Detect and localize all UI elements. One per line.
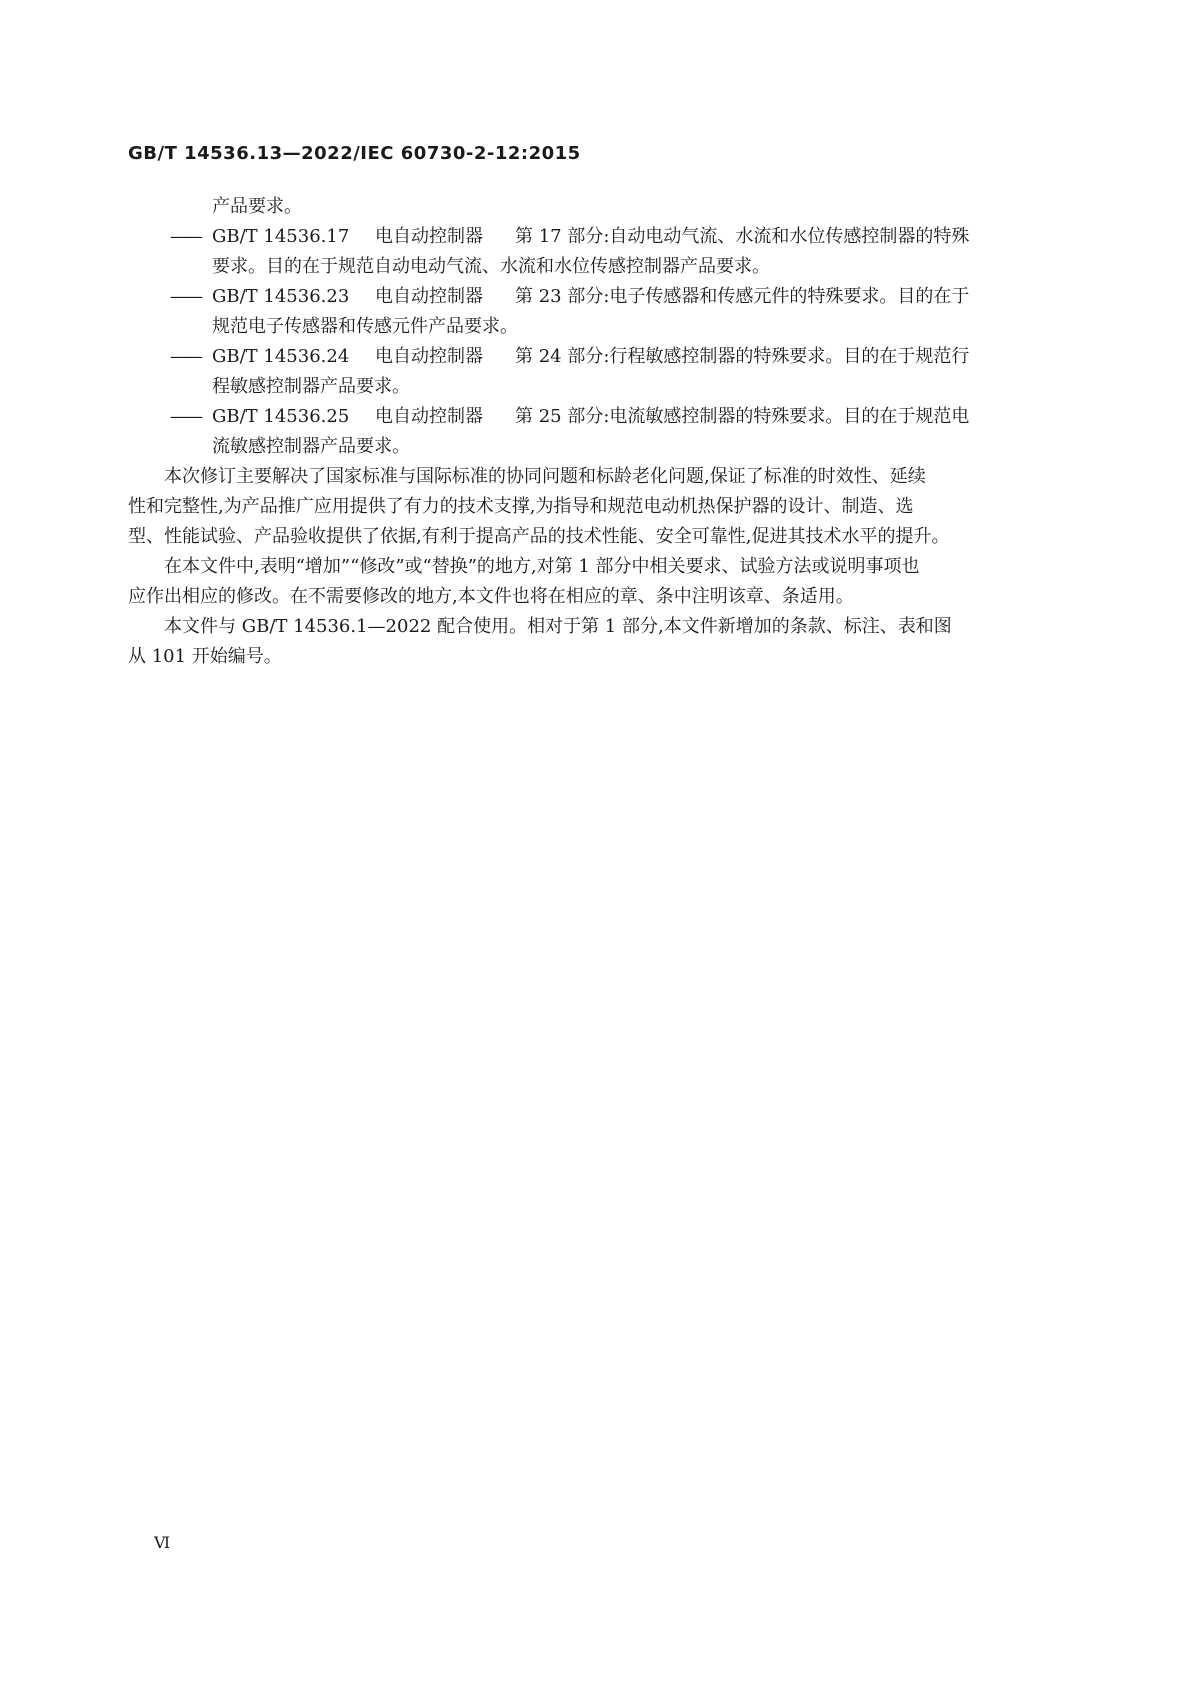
list-item-text: 第 24 部分:行程敏感控制器的特殊要求。目的在于规范行 (515, 346, 970, 367)
product-name: 电自动控制器 (375, 406, 483, 427)
list-item-continuation: 程敏感控制器产品要求。 (212, 376, 410, 397)
paragraph-line: 性和完整性,为产品推广应用提供了有力的技术支撑,为指导和规范电动机热保护器的设计、制造、选 (128, 496, 914, 517)
list-item-text: 第 25 部分:电流敏感控制器的特殊要求。目的在于规范电 (515, 406, 970, 427)
list-item (128, 402, 1063, 462)
list-item-continuation: 规范电子传感器和传感元件产品要求。 (212, 316, 518, 337)
page-number: Ⅵ (154, 1533, 171, 1552)
list-dash: —— (170, 346, 200, 367)
paragraph-line: 应作出相应的修改。在不需要修改的地方,本文件也将在相应的章、条中注明该章、条适用。 (128, 586, 854, 607)
product-name: 电自动控制器 (375, 346, 483, 367)
list-item (128, 342, 1063, 402)
paragraph-line: 在本文件中,表明“增加”“修改”或“替换”的地方,对第 1 部分中相关要求、试验方法或说明事项也 (164, 556, 920, 577)
paragraph-modification-note (128, 552, 1063, 612)
product-name: 电自动控制器 (375, 226, 483, 247)
paragraph-revision-purpose (128, 462, 1063, 552)
continuation-line: 产品要求。 (212, 196, 302, 217)
list-item-continuation: 要求。目的在于规范自动电动气流、水流和水位传感控制器产品要求。 (212, 256, 770, 277)
product-name: 电自动控制器 (375, 286, 483, 307)
list-item-text: 第 17 部分:自动电动气流、水流和水位传感控制器的特殊 (515, 226, 970, 247)
standard-code: GB/T 14536.17 (212, 226, 350, 247)
paragraph-line: 型、性能试验、产品验收提供了依据,有利于提高产品的技术性能、安全可靠性,促进其技术水平的提升。 (128, 526, 950, 547)
list-item (128, 282, 1063, 342)
document-header-code: GB/T 14536.13—2022/IEC 60730-2-12:2015 (128, 143, 581, 164)
paragraph-usage-note (128, 612, 1063, 672)
standard-code: GB/T 14536.23 (212, 286, 350, 307)
standard-code: GB/T 14536.24 (212, 346, 350, 367)
paragraph-line: 从 101 开始编号。 (128, 646, 282, 667)
list-item (128, 222, 1063, 282)
paragraph-line: 本文件与 GB/T 14536.1—2022 配合使用。相对于第 1 部分,本文件新增加的条款、标注、表和图 (164, 616, 952, 637)
list-item-text: 第 23 部分:电子传感器和传感元件的特殊要求。目的在于 (515, 286, 970, 307)
paragraph-line: 本次修订主要解决了国家标准与国际标准的协同问题和标龄老化问题,保证了标准的时效性、延续 (164, 466, 926, 487)
document-body (128, 192, 1063, 672)
list-dash: —— (170, 226, 200, 247)
list-dash: —— (170, 286, 200, 307)
list-dash: —— (170, 406, 200, 427)
list-item-continuation: 流敏感控制器产品要求。 (212, 436, 410, 457)
standard-code: GB/T 14536.25 (212, 406, 350, 427)
